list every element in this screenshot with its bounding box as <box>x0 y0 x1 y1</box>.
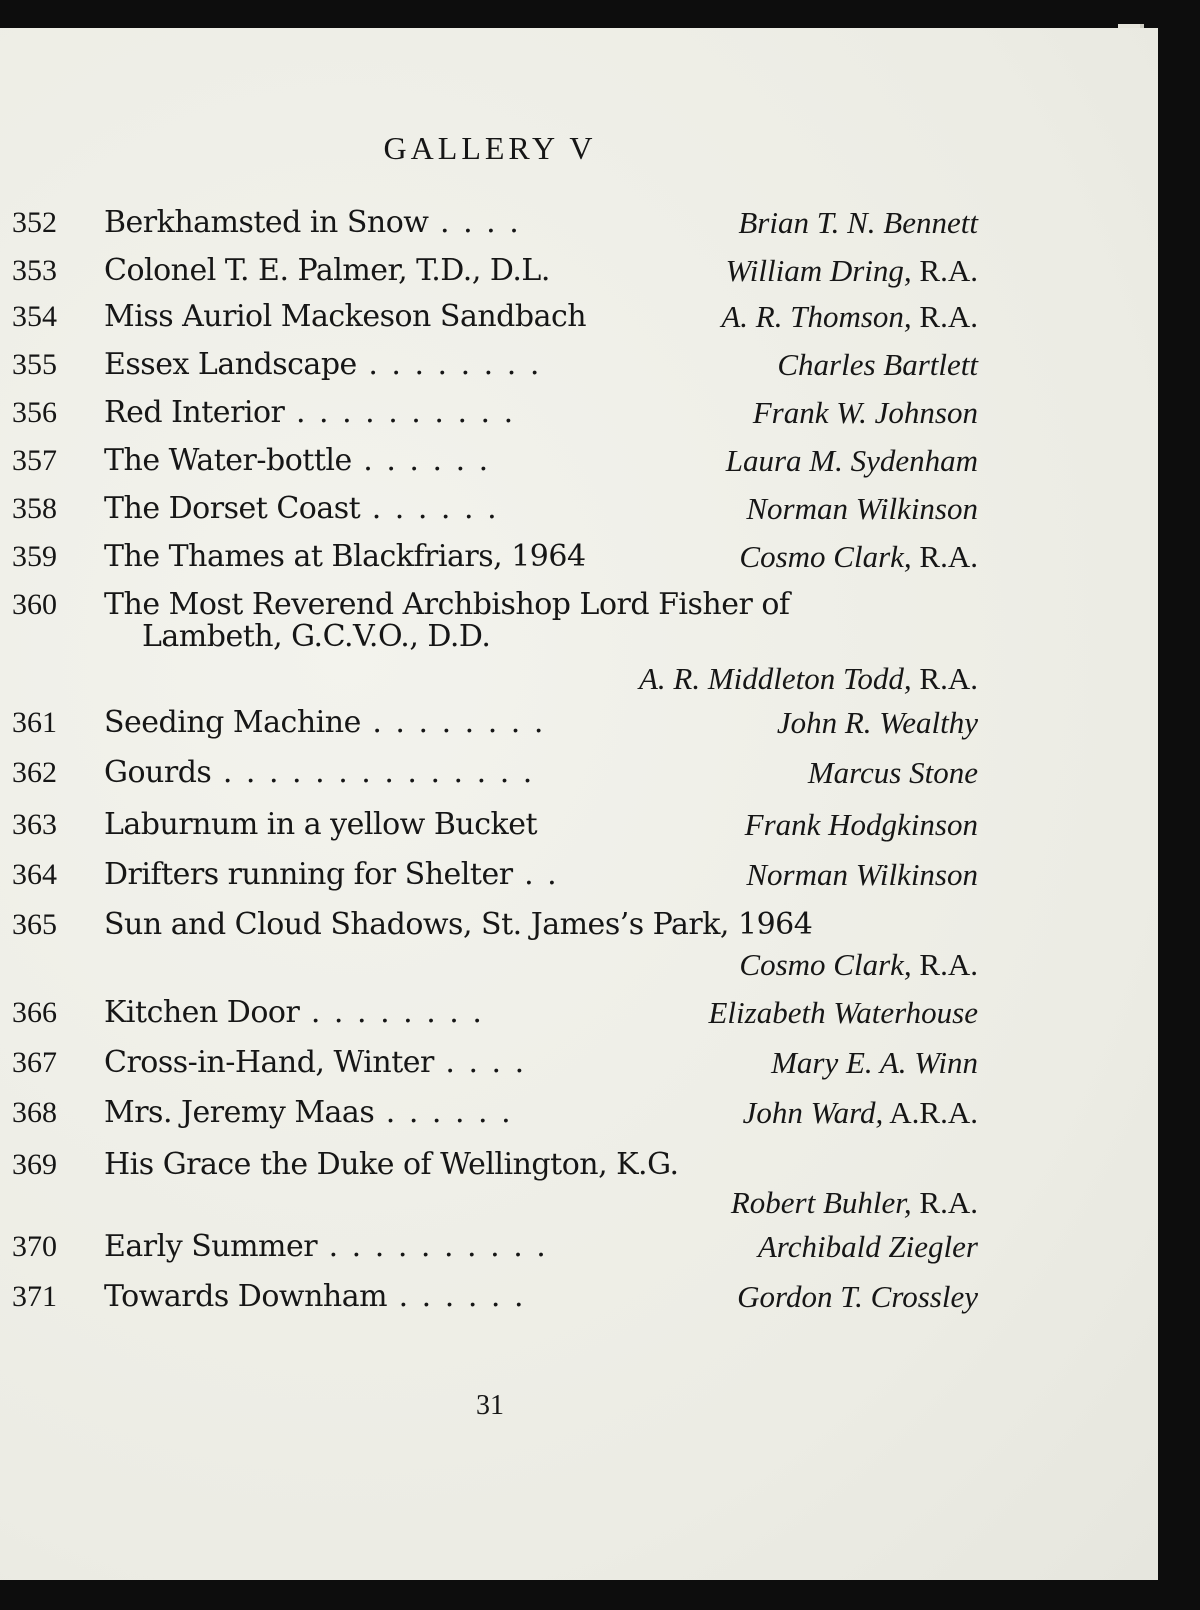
catalogue-entry <box>0 438 990 484</box>
catalogue-entry <box>0 750 990 796</box>
artist-name: A. R. Thomson, <box>721 299 912 334</box>
entry-title <box>104 438 490 484</box>
entry-number: 367 <box>12 1046 57 1079</box>
entry-artist <box>738 200 978 246</box>
entry-title <box>104 1224 548 1270</box>
artist-name: Gordon T. Crossley <box>737 1279 978 1314</box>
entry-title <box>104 990 484 1036</box>
entry-artist <box>753 390 978 436</box>
artist-name: Marcus Stone <box>807 755 978 790</box>
entry-artist <box>639 656 978 702</box>
entry-number: 357 <box>12 444 57 477</box>
entry-number: 358 <box>12 492 57 525</box>
title-text: The Dorset Coast <box>104 491 361 526</box>
title-text: Kitchen Door <box>104 995 300 1030</box>
entry-title <box>104 1274 526 1320</box>
dot-leader: . . . . . . . . <box>299 995 484 1030</box>
artist-name: William Dring, <box>725 253 912 288</box>
entry-number: 361 <box>12 706 57 739</box>
title-text: The Water-bottle <box>104 443 352 478</box>
catalogue-page <box>0 28 1158 1580</box>
entry-artist <box>745 802 978 848</box>
dot-leader: . . . . . . <box>374 1095 513 1130</box>
title-text: Gourds <box>104 755 212 790</box>
entry-title-continued: Lambeth, G.C.V.O., D.D. <box>142 619 491 654</box>
dot-leader: . . <box>512 857 559 892</box>
artist-honours: A.R.A. <box>889 1095 978 1130</box>
dot-leader: . . . . . . <box>351 443 491 478</box>
entry-artist <box>731 1180 978 1226</box>
artist-name: Elizabeth Waterhouse <box>708 995 978 1030</box>
catalogue-entry <box>0 248 990 294</box>
entry-number: 356 <box>12 396 57 429</box>
dot-leader: . . . . <box>433 1045 527 1080</box>
dot-leader: . . . . . . . . . . <box>317 1229 548 1264</box>
entry-number: 365 <box>12 908 57 941</box>
catalogue-entry <box>0 1224 990 1270</box>
catalogue-entry <box>0 802 990 848</box>
artist-name: Mary E. A. Winn <box>771 1045 978 1080</box>
entry-number: 355 <box>12 348 57 381</box>
entry-number: 362 <box>12 756 57 789</box>
entry-artist <box>743 1090 978 1136</box>
entry-artist <box>739 942 978 988</box>
entry-number: 366 <box>12 996 57 1029</box>
catalogue-entry <box>0 1274 990 1320</box>
entry-number: 370 <box>12 1230 57 1263</box>
artist-honours: R.A. <box>919 947 978 982</box>
title-text: Red Interior <box>104 395 285 430</box>
artist-name: Charles Bartlett <box>777 347 978 382</box>
artist-honours: R.A. <box>919 539 978 574</box>
entry-title <box>104 1090 513 1136</box>
title-text: Berkhamsted in Snow <box>104 205 429 240</box>
entry-number: 371 <box>12 1280 57 1313</box>
entry-number: 353 <box>12 254 57 287</box>
entry-artist <box>771 1040 978 1086</box>
dot-leader: . . . . <box>428 205 521 240</box>
dot-leader: . . . . . . . . . . <box>284 395 516 430</box>
title-text: Miss Auriol Mackeson Sandbach <box>104 299 587 334</box>
entry-artist <box>808 750 978 796</box>
title-text: Cross-in-Hand, Winter <box>104 1045 434 1080</box>
entry-artist <box>777 342 978 388</box>
artist-name: Frank Hodgkinson <box>744 807 978 842</box>
entry-title <box>104 200 521 246</box>
artist-name: Cosmo Clark, <box>739 947 912 982</box>
catalogue-entry <box>0 582 990 712</box>
title-text: Laburnum in a yellow Bucket <box>104 807 537 842</box>
entry-title <box>104 852 559 898</box>
entry-artist <box>777 700 978 746</box>
catalogue-entry <box>0 990 990 1036</box>
catalogue-entry <box>0 1090 990 1136</box>
title-text: Essex Landscape <box>104 347 357 382</box>
entry-artist <box>746 852 978 898</box>
entry-artist <box>708 990 978 1036</box>
dot-leader: . . . . . . <box>360 491 499 526</box>
catalogue-entry <box>0 390 990 436</box>
catalogue-entry <box>0 200 990 246</box>
catalogue-entry <box>0 1142 990 1232</box>
artist-name: John R. Wealthy <box>776 705 978 740</box>
entry-artist <box>737 1274 978 1320</box>
artist-honours: R.A. <box>919 661 978 696</box>
artist-name: Norman Wilkinson <box>746 491 978 526</box>
artist-honours: R.A. <box>919 253 978 288</box>
entry-number: 369 <box>12 1148 57 1181</box>
page-number: 31 <box>476 1390 504 1421</box>
title-text: Mrs. Jeremy Maas <box>104 1095 375 1130</box>
entry-title: The Most Reverend Archbishop Lord Fisher of <box>104 587 790 622</box>
entry-title: Sun and Cloud Shadows, St. James’s Park, 1964 <box>104 907 813 942</box>
entry-title <box>104 750 534 796</box>
artist-name: Robert Buhler, <box>730 1185 912 1220</box>
entry-artist <box>746 486 978 532</box>
dot-leader: . . . . . . . . <box>360 705 546 740</box>
entry-title <box>104 248 550 294</box>
entry-artist <box>758 1224 978 1270</box>
title-text: Towards Downham <box>104 1279 388 1314</box>
entry-title <box>104 802 537 848</box>
artist-name: Frank W. Johnson <box>752 395 978 430</box>
artist-honours: R.A. <box>919 299 978 334</box>
gallery-title: GALLERY V <box>383 130 597 166</box>
artist-honours: R.A. <box>919 1185 978 1220</box>
entry-number: 360 <box>12 588 57 621</box>
entry-artist <box>721 294 978 340</box>
artist-name: Brian T. N. Bennett <box>738 205 978 240</box>
entry-title <box>104 342 541 388</box>
entry-number: 364 <box>12 858 57 891</box>
title-text: Seeding Machine <box>104 705 361 740</box>
catalogue-entry <box>0 486 990 532</box>
entry-artist <box>726 248 978 294</box>
entry-title <box>104 294 586 340</box>
entry-title <box>104 390 515 436</box>
catalogue-entry <box>0 342 990 388</box>
artist-name: Laura M. Sydenham <box>725 443 978 478</box>
entry-artist <box>726 438 978 484</box>
entry-title <box>104 534 586 580</box>
entry-number: 354 <box>12 300 57 333</box>
title-text: The Thames at Blackfriars, 1964 <box>104 539 586 574</box>
catalogue-entry <box>0 294 990 340</box>
catalogue-entry <box>0 852 990 898</box>
catalogue-entry <box>0 902 990 992</box>
dot-leader: . . . . . . . . . . . . . . <box>211 755 535 790</box>
entry-title <box>104 486 499 532</box>
catalogue-entry <box>0 1040 990 1086</box>
entry-number: 352 <box>12 206 57 239</box>
entry-title <box>104 700 545 746</box>
entry-number: 368 <box>12 1096 57 1129</box>
title-text: Drifters running for Shelter <box>104 857 513 892</box>
artist-name: A. R. Middleton Todd, <box>638 661 912 696</box>
dot-leader: . . . . . . . . <box>356 347 542 382</box>
entry-number: 363 <box>12 808 57 841</box>
entry-artist <box>739 534 978 580</box>
entry-title: His Grace the Duke of Wellington, K.G. <box>104 1147 679 1182</box>
dot-leader: . . . . . . <box>387 1279 526 1314</box>
title-text: Early Summer <box>104 1229 318 1264</box>
title-text: Colonel T. E. Palmer, T.D., D.L. <box>104 253 550 288</box>
entry-title <box>104 1040 526 1086</box>
artist-name: John Ward, <box>742 1095 884 1130</box>
artist-name: Cosmo Clark, <box>739 539 912 574</box>
artist-name: Archibald Ziegler <box>757 1229 978 1264</box>
catalogue-entry <box>0 534 990 580</box>
artist-name: Norman Wilkinson <box>746 857 978 892</box>
catalogue-entry <box>0 700 990 746</box>
entry-number: 359 <box>12 540 57 573</box>
